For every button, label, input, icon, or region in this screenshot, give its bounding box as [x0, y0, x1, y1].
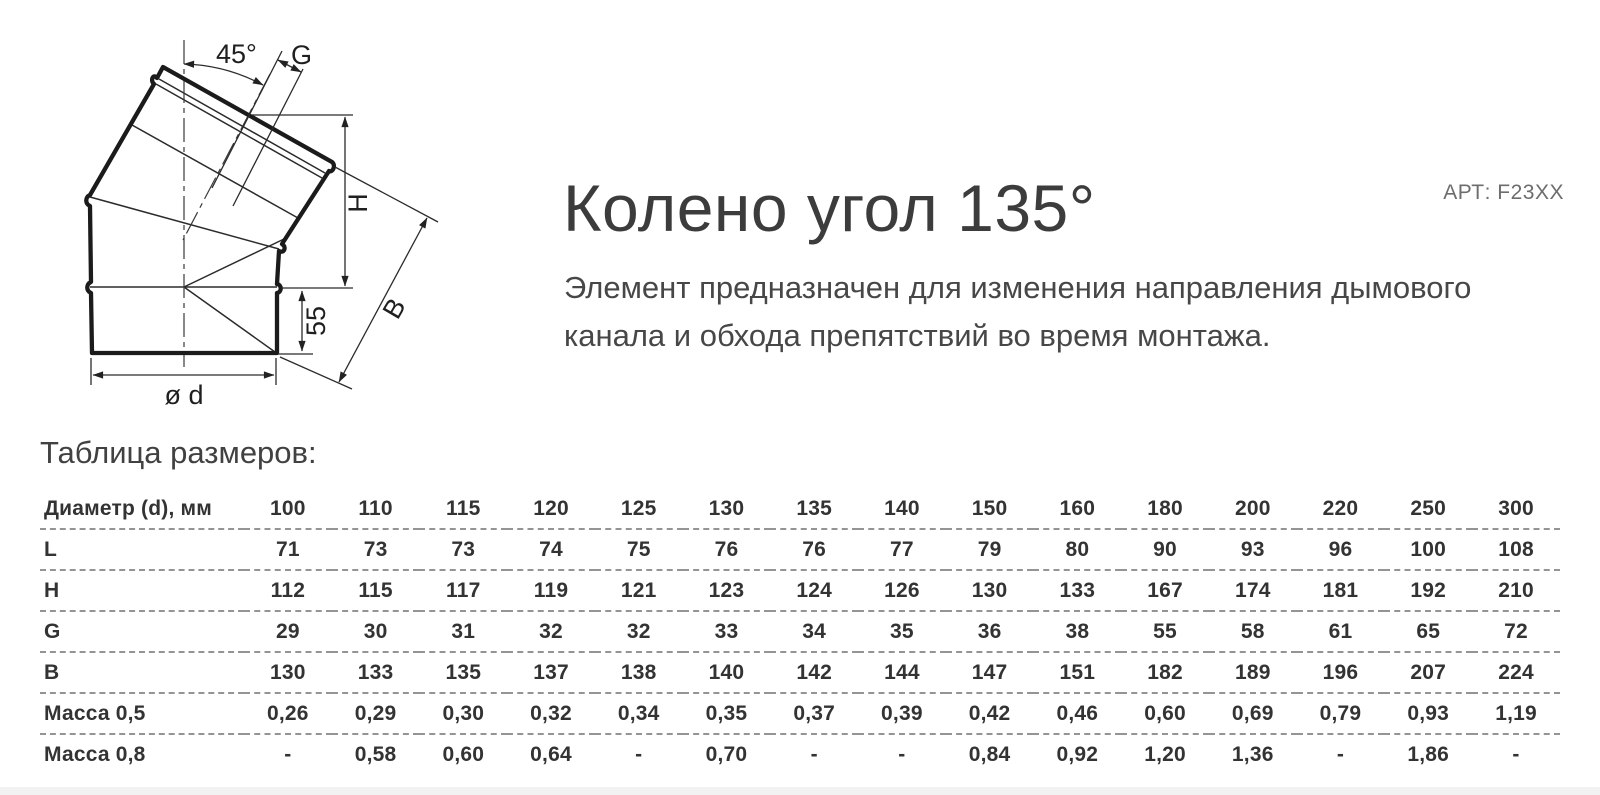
angle-dimension-label: 45° [216, 39, 257, 69]
h-dimension-label: H [343, 193, 373, 213]
table-cell: 121 [595, 570, 683, 611]
table-cell: 73 [332, 529, 420, 570]
diameter-header-label: Диаметр (d), мм [40, 489, 244, 529]
table-cell: 0,93 [1384, 693, 1472, 734]
table-cell: 80 [1033, 529, 1121, 570]
table-cell: 30 [332, 611, 420, 652]
diameter-header-cell: 115 [419, 489, 507, 529]
row-label: L [40, 529, 244, 570]
diameter-header-cell: 125 [595, 489, 683, 529]
table-cell: 31 [419, 611, 507, 652]
table-cell: 0,70 [705, 742, 748, 766]
table-cell: 189 [1209, 652, 1297, 693]
table-cell: 142 [770, 652, 858, 693]
g-extension-line [212, 51, 282, 188]
diameter-header-cell: 135 [770, 489, 858, 529]
segment-diagonal-line [184, 239, 284, 287]
table-cell: 126 [858, 570, 946, 611]
product-description [564, 264, 1471, 360]
table-cell: 76 [770, 529, 858, 570]
table-cell: 1,36 [1231, 742, 1274, 766]
table-cell: 90 [1121, 529, 1209, 570]
table-cell: 130 [946, 570, 1034, 611]
table-cell: 0,79 [1297, 693, 1385, 734]
table-cell: 32 [595, 611, 683, 652]
table-cell: 79 [946, 529, 1034, 570]
b-bottom-extension [280, 357, 352, 389]
size-table [40, 489, 1560, 774]
diameter-header-cell: 160 [1033, 489, 1121, 529]
table-cell: 29 [244, 611, 332, 652]
table-row [40, 611, 1560, 652]
row-label: H [40, 570, 244, 611]
diameter-dimension-label: ø d [164, 380, 204, 410]
table-cell: 1,86 [1407, 742, 1450, 766]
table-cell: 0,34 [595, 693, 683, 734]
table-cell: 0,69 [1209, 693, 1297, 734]
diameter-header-cell: 100 [244, 489, 332, 529]
table-row [40, 652, 1560, 693]
diameter-header-cell: 130 [683, 489, 771, 529]
table-cell: 123 [683, 570, 771, 611]
diameter-header-cell: 150 [946, 489, 1034, 529]
g-dimension-label: G [291, 40, 313, 70]
table-cell: 124 [770, 570, 858, 611]
table-cell: 207 [1384, 652, 1472, 693]
diameter-header-cell: 220 [1297, 489, 1385, 529]
table-row [40, 570, 1560, 611]
table-cell: 224 [1472, 652, 1560, 693]
table-cell: 130 [244, 652, 332, 693]
diameter-header-cell: 180 [1121, 489, 1209, 529]
table-header-row [40, 489, 1560, 529]
pipe-seam-lines [90, 79, 325, 352]
pipe-elbow-outline [86, 67, 334, 353]
table-cell: 182 [1121, 652, 1209, 693]
table-cell: 117 [419, 570, 507, 611]
bottom-divider [0, 787, 1600, 795]
description-line-1: Элемент предназначен для изменения направления дымового [564, 270, 1472, 305]
table-cell: 38 [1033, 611, 1121, 652]
table-row [40, 734, 1560, 774]
b-dimension-label: B [376, 293, 412, 324]
diameter-header-cell: 140 [858, 489, 946, 529]
row-label: Масса 0,5 [40, 693, 244, 734]
table-cell: - [898, 742, 906, 766]
dimension-lines [93, 60, 427, 382]
table-cell: 0,37 [770, 693, 858, 734]
table-cell: 77 [858, 529, 946, 570]
table-cell: 119 [507, 570, 595, 611]
table-cell: 58 [1209, 611, 1297, 652]
table-cell: 71 [244, 529, 332, 570]
table-cell: 74 [507, 529, 595, 570]
diameter-header-cell: 300 [1472, 489, 1560, 529]
table-cell: 0,35 [683, 693, 771, 734]
table-cell: 73 [419, 529, 507, 570]
table-cell: 0,64 [530, 742, 572, 766]
table-cell: 0,39 [858, 693, 946, 734]
table-cell: 32 [507, 611, 595, 652]
table-cell: - [810, 742, 818, 766]
table-cell: 115 [332, 570, 420, 611]
row-label: Масса 0,8 [44, 742, 146, 766]
table-cell: 61 [1297, 611, 1385, 652]
segment-diagonal-line [184, 287, 275, 352]
table-cell: - [635, 742, 643, 766]
row-label: G [40, 611, 244, 652]
table-cell: 144 [858, 652, 946, 693]
table-cell: 137 [507, 652, 595, 693]
size-table-body [40, 489, 1560, 774]
table-cell: 100 [1384, 529, 1472, 570]
page-title: Колено угол 135° [563, 171, 1096, 245]
diameter-header-cell: 110 [332, 489, 420, 529]
table-cell: 0,58 [354, 742, 397, 766]
diameter-header-cell: 120 [507, 489, 595, 529]
table-cell: 108 [1472, 529, 1560, 570]
table-cell: 147 [946, 652, 1034, 693]
table-cell: 36 [946, 611, 1034, 652]
table-cell: 33 [683, 611, 771, 652]
table-cell: 55 [1121, 611, 1209, 652]
table-cell: 65 [1384, 611, 1472, 652]
table-cell: - [1336, 742, 1345, 766]
description-line-2: канала и обхода препятствий во время монтажа. [564, 318, 1271, 353]
table-row [40, 529, 1560, 570]
table-cell: 1,20 [1144, 742, 1186, 766]
table-cell: 93 [1209, 529, 1297, 570]
socket-depth-line [132, 125, 298, 218]
diameter-header-cell: 250 [1384, 489, 1472, 529]
table-cell: 133 [332, 652, 420, 693]
table-cell: 75 [595, 529, 683, 570]
offset-dimension-label: 55 [301, 305, 331, 337]
table-cell: 0,42 [946, 693, 1034, 734]
table-cell: 34 [770, 611, 858, 652]
table-cell: 140 [683, 652, 771, 693]
table-cell: 174 [1209, 570, 1297, 611]
table-caption: Таблица размеров: [40, 435, 317, 470]
table-cell: 133 [1033, 570, 1121, 611]
table-cell: 167 [1121, 570, 1209, 611]
article-code: АРТ: F23XX [1443, 181, 1564, 204]
table-cell: - [1512, 742, 1520, 766]
table-cell: 0,32 [507, 693, 595, 734]
table-cell: - [284, 742, 292, 766]
table-cell: 135 [419, 652, 507, 693]
table-cell: 0,26 [244, 693, 332, 734]
table-cell: 72 [1472, 611, 1560, 652]
table-cell: 181 [1297, 570, 1385, 611]
table-cell: 0,46 [1033, 693, 1121, 734]
table-cell: 151 [1033, 652, 1121, 693]
table-cell: 0,60 [442, 742, 485, 766]
table-cell: 0,92 [1056, 742, 1099, 766]
table-cell: 0,60 [1121, 693, 1209, 734]
diameter-header-cell: 200 [1209, 489, 1297, 529]
table-cell: 0,30 [419, 693, 507, 734]
row-label: B [40, 652, 244, 693]
table-cell: 112 [244, 570, 332, 611]
table-cell: 1,19 [1472, 693, 1560, 734]
mouth-rib-line [156, 84, 322, 178]
table-cell: 0,29 [332, 693, 420, 734]
table-cell: 35 [858, 611, 946, 652]
technical-drawing [30, 10, 500, 430]
table-cell: 96 [1297, 529, 1385, 570]
table-cell: 0,84 [968, 742, 1011, 766]
table-cell: 138 [595, 652, 683, 693]
table-cell: 196 [1297, 652, 1385, 693]
table-cell: 192 [1384, 570, 1472, 611]
table-cell: 76 [683, 529, 771, 570]
table-row [40, 693, 1560, 734]
table-cell: 210 [1472, 570, 1560, 611]
